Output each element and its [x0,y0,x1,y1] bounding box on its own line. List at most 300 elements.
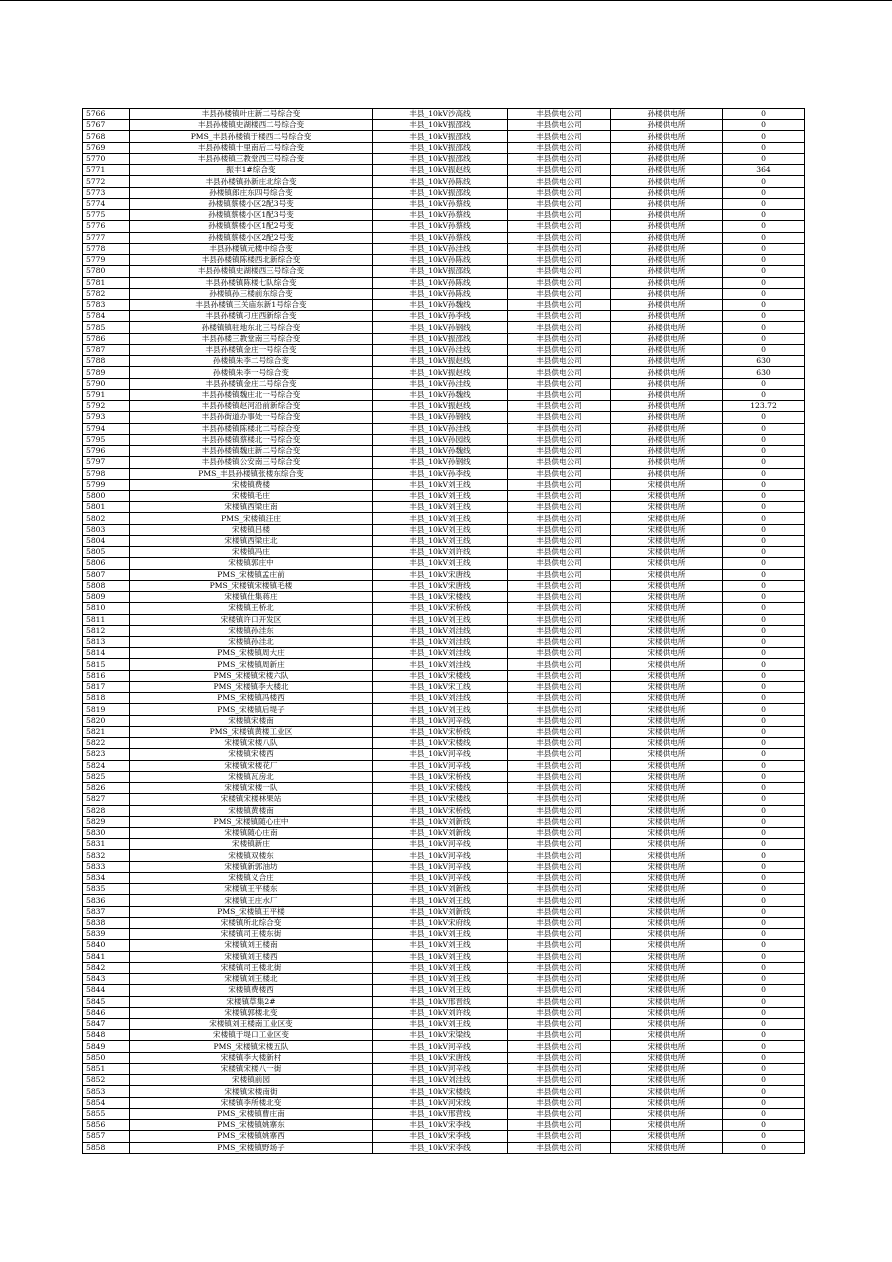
table-row [83,1018,805,1029]
transformer-name-cell: 宋楼镇西梁庄北 [130,535,373,546]
transformer-name-cell: 孙楼镇孙三楼前东综合变 [130,288,373,299]
transformer-name-cell: 宋楼镇毛庄 [130,490,373,501]
company-cell: 丰县供电公司 [508,524,611,535]
table-row [83,704,805,715]
value-cell: 0 [723,659,805,670]
row-id-cell: 5808 [83,580,130,591]
company-cell: 丰县供电公司 [508,468,611,479]
company-cell: 丰县供电公司 [508,771,611,782]
company-cell: 丰县供电公司 [508,1063,611,1074]
row-id-cell: 5785 [83,322,130,333]
row-id-cell: 5824 [83,760,130,771]
table-row [83,951,805,962]
row-id-cell: 5835 [83,884,130,895]
transformer-name-cell: 宋楼镇宋楼南 [130,715,373,726]
row-id-cell: 5772 [83,176,130,187]
station-cell: 宋楼供电所 [611,535,723,546]
transformer-name-cell: PMS_宋楼镇孟庄前 [130,569,373,580]
table-row [83,457,805,468]
company-cell: 丰县供电公司 [508,974,611,985]
company-cell: 丰县供电公司 [508,580,611,591]
row-id-cell: 5786 [83,333,130,344]
transformer-name-cell: 丰县孙楼镇金庄二号综合变 [130,378,373,389]
company-cell: 丰县供电公司 [508,985,611,996]
row-id-cell: 5855 [83,1108,130,1119]
value-cell: 0 [723,1108,805,1119]
value-cell: 0 [723,446,805,457]
feeder-line-cell: 丰县_10kV刘王线 [373,929,508,940]
transformer-name-cell: 宋楼镇刘王楼南工业区变 [130,1018,373,1029]
station-cell: 孙楼供电所 [611,232,723,243]
row-id-cell: 5828 [83,805,130,816]
value-cell: 0 [723,255,805,266]
transformer-name-cell: 宋楼镇孙洼东 [130,625,373,636]
value-cell: 0 [723,558,805,569]
value-cell: 0 [723,670,805,681]
row-id-cell: 5840 [83,940,130,951]
transformer-name-cell: PMS_宋楼镇冯楼西 [130,693,373,704]
feeder-line-cell: 丰县_10kV孙陈线 [373,176,508,187]
transformer-name-cell: 丰县孙楼镇三关庙东新1号综合变 [130,299,373,310]
feeder-line-cell: 丰县_10kV振赵线 [373,356,508,367]
table-row [83,1063,805,1074]
table-row [83,1086,805,1097]
row-id-cell: 5841 [83,951,130,962]
company-cell: 丰县供电公司 [508,1108,611,1119]
company-cell: 丰县供电公司 [508,693,611,704]
feeder-line-cell: 丰县_10kV刘新线 [373,906,508,917]
value-cell: 0 [723,1063,805,1074]
station-cell: 宋楼供电所 [611,861,723,872]
row-id-cell: 5805 [83,547,130,558]
transformer-name-cell: 宋楼镇黄楼南 [130,805,373,816]
feeder-line-cell: 丰县_10kV宋楼线 [373,794,508,805]
company-cell: 丰县供电公司 [508,917,611,928]
station-cell: 宋楼供电所 [611,1097,723,1108]
table-row [83,221,805,232]
station-cell: 宋楼供电所 [611,962,723,973]
value-cell: 0 [723,288,805,299]
feeder-line-cell: 丰县_10kV河辛线 [373,850,508,861]
value-cell: 0 [723,423,805,434]
value-cell: 0 [723,749,805,760]
transformer-name-cell: 宋楼镇费楼西 [130,985,373,996]
table-row [83,884,805,895]
transformer-name-cell: PMS_宋楼镇随心庄中 [130,816,373,827]
feeder-line-cell: 丰县_10kV河辛线 [373,1063,508,1074]
station-cell: 宋楼供电所 [611,828,723,839]
company-cell: 丰县供电公司 [508,457,611,468]
station-cell: 宋楼供电所 [611,850,723,861]
feeder-line-cell: 丰县_10kV刘新线 [373,816,508,827]
row-id-cell: 5779 [83,255,130,266]
row-id-cell: 5848 [83,1030,130,1041]
row-id-cell: 5834 [83,872,130,883]
row-id-cell: 5790 [83,378,130,389]
row-id-cell: 5816 [83,670,130,681]
company-cell: 丰县供电公司 [508,569,611,580]
table-row [83,940,805,951]
table-row [83,603,805,614]
feeder-line-cell: 丰县_10kV宋楼线 [373,592,508,603]
company-cell: 丰县供电公司 [508,906,611,917]
station-cell: 宋楼供电所 [611,715,723,726]
company-cell: 丰县供电公司 [508,726,611,737]
row-id-cell: 5804 [83,535,130,546]
feeder-line-cell: 丰县_10kV孙洼线 [373,423,508,434]
value-cell: 0 [723,917,805,928]
feeder-line-cell: 丰县_10kV孙陈线 [373,255,508,266]
company-cell: 丰县供电公司 [508,940,611,951]
row-id-cell: 5821 [83,726,130,737]
transformer-name-cell: 宋楼镇孙洼北 [130,637,373,648]
feeder-line-cell: 丰县_10kV宋梁线 [373,1030,508,1041]
row-id-cell: 5797 [83,457,130,468]
transformer-name-cell: PMS_宋楼镇后堤子 [130,704,373,715]
station-cell: 孙楼供电所 [611,389,723,400]
feeder-line-cell: 丰县_10kV宋桥线 [373,603,508,614]
station-cell: 宋楼供电所 [611,771,723,782]
table-row [83,749,805,760]
row-id-cell: 5854 [83,1097,130,1108]
station-cell: 宋楼供电所 [611,1063,723,1074]
company-cell: 丰县供电公司 [508,1030,611,1041]
feeder-line-cell: 丰县_10kV刘王线 [373,490,508,501]
station-cell: 孙楼供电所 [611,401,723,412]
transformer-name-cell: 宋楼镇于堤口工业区变 [130,1030,373,1041]
row-id-cell: 5853 [83,1086,130,1097]
value-cell: 0 [723,1142,805,1153]
row-id-cell: 5769 [83,142,130,153]
company-cell: 丰县供电公司 [508,951,611,962]
feeder-line-cell: 丰县_10kV孙魏线 [373,446,508,457]
value-cell: 0 [723,210,805,221]
company-cell: 丰县供电公司 [508,176,611,187]
row-id-cell: 5811 [83,614,130,625]
table-row [83,446,805,457]
row-id-cell: 5783 [83,299,130,310]
station-cell: 宋楼供电所 [611,1120,723,1131]
table-row [83,109,805,120]
transformer-name-cell: 孙楼镇朱李二号综合变 [130,356,373,367]
value-cell: 0 [723,929,805,940]
station-cell: 孙楼供电所 [611,457,723,468]
transformer-name-cell: 宋楼镇司王楼东街 [130,929,373,940]
transformer-name-cell: PMS_丰县孙楼镇于楼西二号综合变 [130,131,373,142]
station-cell: 孙楼供电所 [611,412,723,423]
value-cell: 0 [723,715,805,726]
row-id-cell: 5806 [83,558,130,569]
station-cell: 宋楼供电所 [611,805,723,816]
value-cell: 0 [723,783,805,794]
company-cell: 丰县供电公司 [508,760,611,771]
feeder-line-cell: 丰县_10kV刘王线 [373,704,508,715]
table-row [83,996,805,1007]
row-id-cell: 5819 [83,704,130,715]
company-cell: 丰县供电公司 [508,704,611,715]
company-cell: 丰县供电公司 [508,502,611,513]
transformer-name-cell: PMS_宋楼镇周新庄 [130,659,373,670]
feeder-line-cell: 丰县_10kV刘王线 [373,940,508,951]
table-row [83,569,805,580]
value-cell: 0 [723,490,805,501]
row-id-cell: 5857 [83,1131,130,1142]
station-cell: 孙楼供电所 [611,266,723,277]
table-row [83,1030,805,1041]
station-cell: 孙楼供电所 [611,367,723,378]
station-cell: 宋楼供电所 [611,794,723,805]
value-cell: 0 [723,434,805,445]
company-cell: 丰县供电公司 [508,625,611,636]
row-id-cell: 5784 [83,311,130,322]
row-id-cell: 5803 [83,524,130,535]
station-cell: 宋楼供电所 [611,479,723,490]
company-cell: 丰县供电公司 [508,895,611,906]
row-id-cell: 5813 [83,637,130,648]
row-id-cell: 5777 [83,232,130,243]
feeder-line-cell: 丰县_10kV孙蔡线 [373,210,508,221]
station-cell: 宋楼供电所 [611,1142,723,1153]
company-cell: 丰县供电公司 [508,929,611,940]
company-cell: 丰县供电公司 [508,839,611,850]
station-cell: 宋楼供电所 [611,681,723,692]
row-id-cell: 5793 [83,412,130,423]
table-row [83,1142,805,1153]
feeder-line-cell: 丰县_10kV宋李线 [373,1120,508,1131]
feeder-line-cell: 丰县_10kV孙蔡线 [373,198,508,209]
station-cell: 孙楼供电所 [611,423,723,434]
company-cell: 丰县供电公司 [508,266,611,277]
table-row [83,895,805,906]
company-cell: 丰县供电公司 [508,243,611,254]
company-cell: 丰县供电公司 [508,299,611,310]
table-row [83,1052,805,1063]
row-id-cell: 5822 [83,738,130,749]
transformer-name-cell: 丰县孙楼三教堂南三号综合变 [130,333,373,344]
value-cell: 0 [723,1030,805,1041]
company-cell: 丰县供电公司 [508,1142,611,1153]
company-cell: 丰县供电公司 [508,187,611,198]
table-row [83,142,805,153]
value-cell: 0 [723,1075,805,1086]
value-cell: 0 [723,726,805,737]
transformer-name-cell: 宋楼镇随心庄南 [130,828,373,839]
value-cell: 0 [723,974,805,985]
station-cell: 宋楼供电所 [611,558,723,569]
table-row [83,299,805,310]
table-row [83,434,805,445]
company-cell: 丰县供电公司 [508,749,611,760]
row-id-cell: 5850 [83,1052,130,1063]
value-cell: 0 [723,389,805,400]
feeder-line-cell: 丰县_10kV刘王线 [373,962,508,973]
station-cell: 孙楼供电所 [611,311,723,322]
station-cell: 宋楼供电所 [611,1108,723,1119]
row-id-cell: 5780 [83,266,130,277]
transformer-name-cell: 宋楼镇西梁庄南 [130,502,373,513]
feeder-line-cell: 丰县_10kV刘洼线 [373,693,508,704]
station-cell: 宋楼供电所 [611,1030,723,1041]
transformer-name-cell: 宋楼镇郭楼北变 [130,1007,373,1018]
value-cell: 0 [723,1041,805,1052]
value-cell: 0 [723,895,805,906]
station-cell: 宋楼供电所 [611,637,723,648]
feeder-line-cell: 丰县_10kV河辛线 [373,760,508,771]
value-cell: 0 [723,839,805,850]
company-cell: 丰县供电公司 [508,120,611,131]
table-row [83,771,805,782]
transformer-name-cell: 宋楼镇宋楼一队 [130,783,373,794]
row-id-cell: 5831 [83,839,130,850]
transformer-name-cell: 宋楼镇许口开发区 [130,614,373,625]
value-cell: 0 [723,131,805,142]
table-row [83,794,805,805]
row-id-cell: 5775 [83,210,130,221]
transformer-name-cell: 丰县孙楼镇蔡楼北一号综合变 [130,434,373,445]
station-cell: 孙楼供电所 [611,378,723,389]
table-row [83,243,805,254]
station-cell: 孙楼供电所 [611,109,723,120]
transformer-name-cell: PMS_宋楼镇宋楼六队 [130,670,373,681]
row-id-cell: 5814 [83,648,130,659]
row-id-cell: 5788 [83,356,130,367]
company-cell: 丰县供电公司 [508,221,611,232]
transformer-name-cell: PMS_宋楼镇黄楼工业区 [130,726,373,737]
row-id-cell: 5782 [83,288,130,299]
feeder-line-cell: 丰县_10kV孙钢线 [373,412,508,423]
feeder-line-cell: 丰县_10kV宋唐线 [373,580,508,591]
station-cell: 宋楼供电所 [611,906,723,917]
value-cell: 364 [723,165,805,176]
transformer-name-cell: 丰县孙楼镇金庄一号综合变 [130,344,373,355]
transformer-name-cell: 宋楼镇宋楼南街 [130,1086,373,1097]
value-cell: 0 [723,479,805,490]
table-row [83,176,805,187]
row-id-cell: 5826 [83,783,130,794]
row-id-cell: 5818 [83,693,130,704]
feeder-line-cell: 丰县_10kV宋李线 [373,1142,508,1153]
feeder-line-cell: 丰县_10kV宋楼线 [373,783,508,794]
feeder-line-cell: 丰县_10kV河辛线 [373,872,508,883]
value-cell: 0 [723,884,805,895]
station-cell: 宋楼供电所 [611,1052,723,1063]
value-cell: 0 [723,176,805,187]
company-cell: 丰县供电公司 [508,648,611,659]
transformer-name-cell: 丰县孙楼镇史湖楼西二号综合变 [130,120,373,131]
value-cell: 0 [723,535,805,546]
station-cell: 宋楼供电所 [611,749,723,760]
table-row [83,828,805,839]
company-cell: 丰县供电公司 [508,165,611,176]
transformer-name-cell: PMS_宋楼镇汪庄 [130,513,373,524]
transformer-name-cell: PMS_宋楼镇宋楼镇毛楼 [130,580,373,591]
company-cell: 丰县供电公司 [508,378,611,389]
feeder-line-cell: 丰县_10kV河辛线 [373,861,508,872]
transformer-name-cell: PMS_宋楼镇姚寨东 [130,1120,373,1131]
table-row [83,524,805,535]
transformer-name-cell: 宋楼镇王平楼东 [130,884,373,895]
value-cell: 0 [723,681,805,692]
feeder-line-cell: 丰县_10kV振赵线 [373,367,508,378]
station-cell: 宋楼供电所 [611,502,723,513]
station-cell: 宋楼供电所 [611,569,723,580]
company-cell: 丰县供电公司 [508,109,611,120]
row-id-cell: 5809 [83,592,130,603]
value-cell: 0 [723,120,805,131]
table-row [83,153,805,164]
value-cell: 0 [723,1052,805,1063]
station-cell: 孙楼供电所 [611,322,723,333]
company-cell: 丰县供电公司 [508,850,611,861]
value-cell: 0 [723,142,805,153]
table-row [83,412,805,423]
row-id-cell: 5845 [83,996,130,1007]
feeder-line-cell: 丰县_10kV刘王线 [373,479,508,490]
value-cell: 0 [723,828,805,839]
value-cell: 0 [723,614,805,625]
table-row [83,165,805,176]
company-cell: 丰县供电公司 [508,805,611,816]
table-row [83,1075,805,1086]
feeder-line-cell: 丰县_10kV宋府线 [373,917,508,928]
feeder-line-cell: 丰县_10kV刘王线 [373,513,508,524]
row-id-cell: 5820 [83,715,130,726]
station-cell: 宋楼供电所 [611,580,723,591]
feeder-line-cell: 丰县_10kV刘洼线 [373,637,508,648]
value-cell: 0 [723,299,805,310]
table-row [83,625,805,636]
station-cell: 宋楼供电所 [611,490,723,501]
station-cell: 孙楼供电所 [611,153,723,164]
table-row [83,558,805,569]
row-id-cell: 5832 [83,850,130,861]
feeder-line-cell: 丰县_10kV刘王线 [373,985,508,996]
station-cell: 宋楼供电所 [611,985,723,996]
row-id-cell: 5789 [83,367,130,378]
company-cell: 丰县供电公司 [508,816,611,827]
station-cell: 孙楼供电所 [611,468,723,479]
company-cell: 丰县供电公司 [508,412,611,423]
transformer-name-cell: 丰县孙街道办事处一号综合变 [130,412,373,423]
table-row [83,1041,805,1052]
table-row [83,502,805,513]
value-cell: 0 [723,198,805,209]
value-cell: 0 [723,513,805,524]
station-cell: 孙楼供电所 [611,142,723,153]
feeder-line-cell: 丰县_10kV振邵线 [373,120,508,131]
transformer-name-cell: 宋楼镇王庄水厂 [130,895,373,906]
station-cell: 孙楼供电所 [611,299,723,310]
company-cell: 丰县供电公司 [508,210,611,221]
table-row [83,120,805,131]
feeder-line-cell: 丰县_10kV孙魏线 [373,299,508,310]
feeder-line-cell: 丰县_10kV刘洼线 [373,625,508,636]
feeder-line-cell: 丰县_10kV宋唐线 [373,1052,508,1063]
feeder-line-cell: 丰县_10kV孙洼线 [373,378,508,389]
company-cell: 丰县供电公司 [508,1007,611,1018]
table-row [83,670,805,681]
station-cell: 孙楼供电所 [611,176,723,187]
table-row [83,479,805,490]
company-cell: 丰县供电公司 [508,592,611,603]
company-cell: 丰县供电公司 [508,446,611,457]
table-row [83,389,805,400]
value-cell: 0 [723,569,805,580]
feeder-line-cell: 丰县_10kV河辛线 [373,839,508,850]
transformer-name-cell: PMS_宋楼镇王平楼 [130,906,373,917]
station-cell: 宋楼供电所 [611,940,723,951]
station-cell: 孙楼供电所 [611,344,723,355]
